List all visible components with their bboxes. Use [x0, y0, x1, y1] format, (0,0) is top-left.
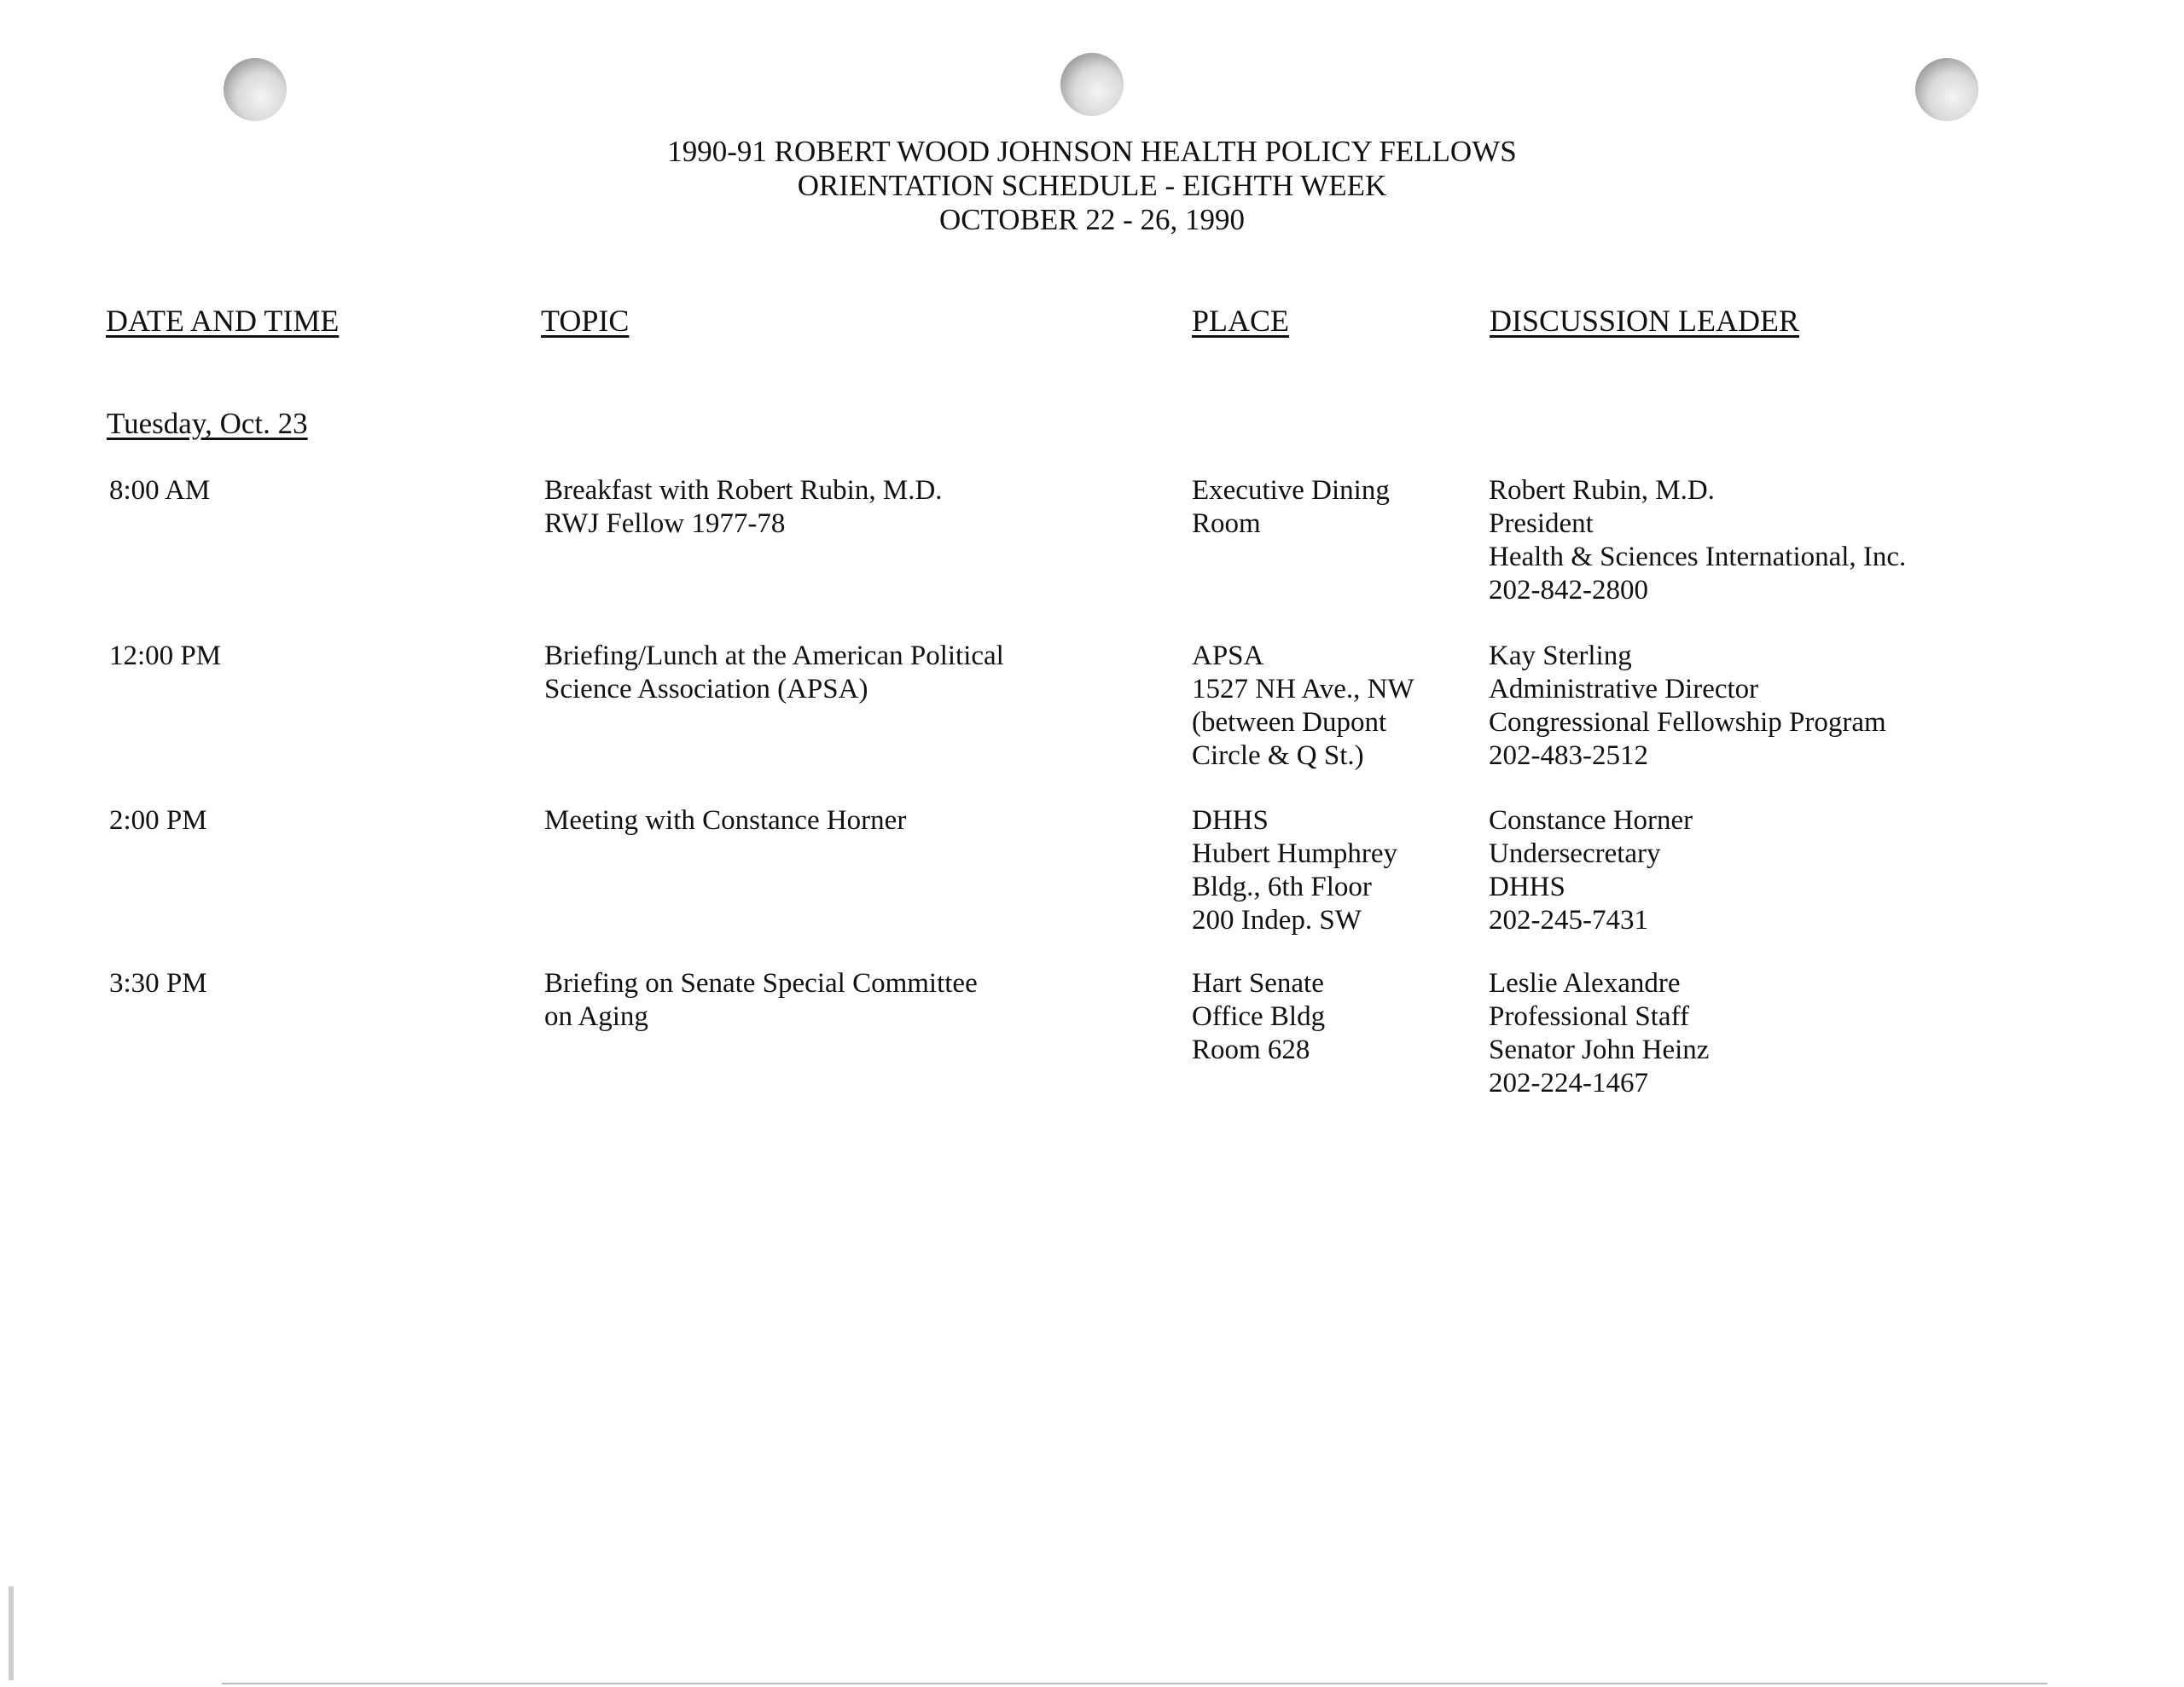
header-topic: TOPIC [541, 304, 630, 338]
row-leader: Constance Horner Undersecretary DHHS 202-245-7431 [1489, 805, 1693, 936]
header-date-time: DATE AND TIME [106, 304, 340, 338]
row-topic: Meeting with Constance Horner [544, 805, 907, 836]
punch-hole-left [224, 58, 287, 121]
row-leader: Robert Rubin, M.D. President Health & Sciences International, Inc. 202-842-2800 [1489, 475, 1907, 606]
header-place: PLACE [1192, 304, 1290, 338]
row-place: APSA 1527 NH Ave., NW (between Dupont Circle & Q St.) [1192, 641, 1414, 771]
row-time: 8:00 AM [109, 475, 211, 506]
scan-edge-mark [9, 1586, 14, 1680]
row-place: Executive Dining Room [1192, 475, 1390, 539]
title-line-1: 1990-91 ROBERT WOOD JOHNSON HEALTH POLICY FELLOWS [667, 135, 1517, 168]
row-time: 12:00 PM [109, 641, 222, 671]
document-title [0, 135, 2184, 237]
schedule-row [0, 474, 2184, 636]
row-place: Hart Senate Office Bldg Room 628 [1192, 968, 1326, 1065]
row-time: 2:00 PM [109, 805, 207, 836]
row-topic: Breakfast with Robert Rubin, M.D. RWJ Fellow 1977-78 [544, 475, 943, 539]
row-leader: Kay Sterling Administrative Director Congressional Fellowship Program 202-483-2512 [1489, 641, 1886, 771]
punch-hole-center [1060, 53, 1124, 116]
row-leader: Leslie Alexandre Professional Staff Senator John Heinz 202-224-1467 [1489, 968, 1710, 1099]
page-bottom-edge [222, 1683, 2048, 1684]
day-label: Tuesday, Oct. 23 [107, 407, 308, 440]
schedule-row [0, 967, 2184, 1129]
header-discussion-leader: DISCUSSION LEADER [1490, 304, 1800, 338]
schedule-row [0, 804, 2184, 966]
schedule-row [0, 640, 2184, 802]
title-line-2: ORIENTATION SCHEDULE - EIGHTH WEEK [797, 169, 1387, 202]
row-place: DHHS Hubert Humphrey Bldg., 6th Floor 200 Indep. SW [1192, 805, 1398, 936]
punch-hole-right [1915, 58, 1978, 121]
title-line-3: OCTOBER 22 - 26, 1990 [938, 203, 1246, 236]
row-topic: Briefing on Senate Special Committee on Aging [544, 968, 978, 1032]
row-topic: Briefing/Lunch at the American Political Science Association (APSA) [544, 641, 1004, 704]
row-time: 3:30 PM [109, 968, 207, 999]
